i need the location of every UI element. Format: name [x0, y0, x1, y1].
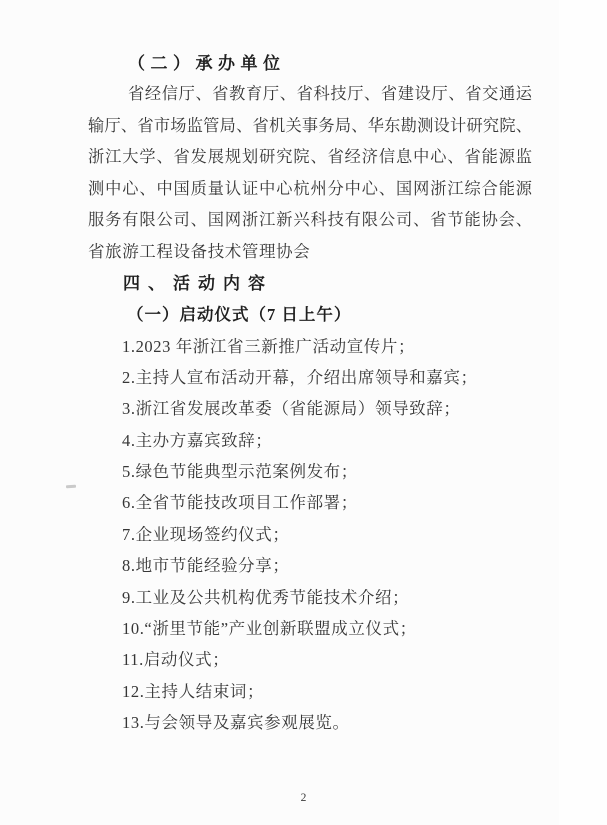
page-number: 2 [300, 792, 307, 804]
chapter-heading: 四、活动内容 [123, 273, 273, 293]
organizers-line: 省旅游工程设备技术管理协会 [88, 242, 311, 262]
agenda-item: 11.启动仪式； [122, 650, 230, 670]
agenda-item: 1.2023 年浙江省三新推广活动宣传片； [122, 336, 416, 356]
organizers-line: 服务有限公司、国网浙江新兴科技有限公司、省节能协会、 [88, 210, 532, 229]
scan-page-edge [559, 0, 607, 825]
agenda-item: 8.地市节能经验分享； [122, 556, 290, 576]
agenda-item: 4.主办方嘉宾致辞； [122, 430, 273, 450]
agenda-item: 9.工业及公共机构优秀节能技术介绍； [122, 587, 410, 607]
organizers-line: 输厅、省市场监管局、省机关事务局、华东勘测设计研究院、 [88, 116, 532, 135]
agenda-item: 13.与会领导及嘉宾参观展览。 [122, 713, 350, 733]
agenda-item: 3.浙江省发展改革委（省能源局）领导致辞； [122, 399, 461, 419]
document-body [88, 48, 532, 739]
agenda-item: 5.绿色节能典型示范案例发布； [122, 462, 358, 482]
agenda-item: 6.全省节能技改项目工作部署； [122, 493, 358, 513]
organizers-line: 省经信厅、省教育厅、省科技厅、省建设厅、省交通运 [128, 85, 532, 104]
organizers-line: 浙江大学、省发展规划研究院、省经济信息中心、省能源监 [88, 148, 532, 167]
agenda-item: 12.主持人结束词； [122, 681, 265, 701]
section-heading: （二）承办单位 [128, 54, 286, 73]
organizers-line: 测中心、中国质量认证中心杭州分中心、国网浙江综合能源 [88, 179, 532, 198]
agenda-item: 10.“浙里节能”产业创新联盟成立仪式； [122, 619, 417, 639]
agenda-item: 7.企业现场签约仪式； [122, 524, 290, 544]
scan-speck-artifact [66, 485, 76, 488]
agenda-item: 2.主持人宣布活动开幕，介绍出席领导和嘉宾； [122, 367, 478, 387]
subsection-heading: （一）启动仪式（7 日上午） [127, 305, 352, 325]
